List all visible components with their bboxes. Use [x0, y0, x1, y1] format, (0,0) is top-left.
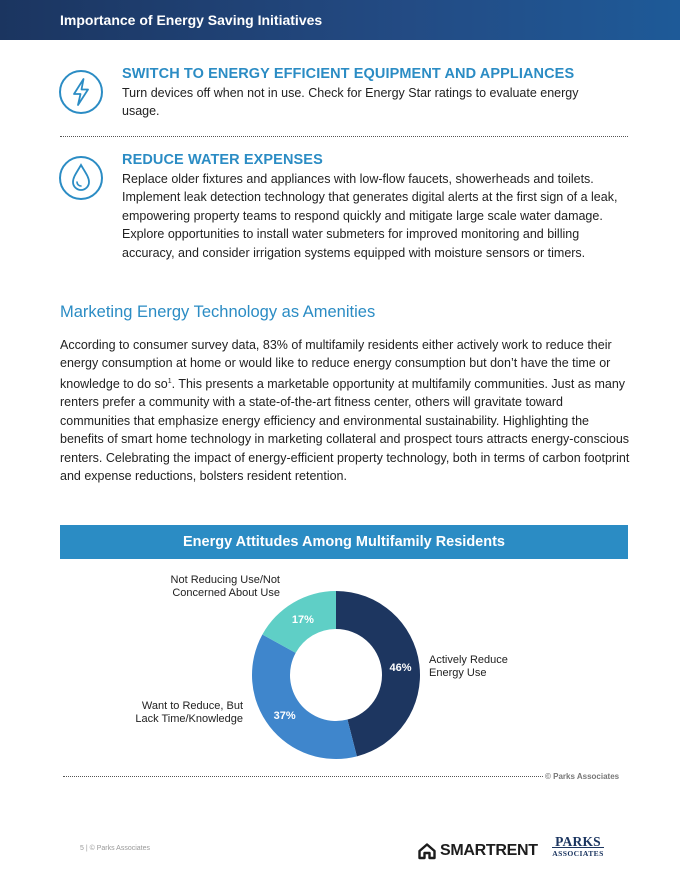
section-heading-water: REDUCE WATER EXPENSES [122, 152, 323, 168]
parks-logo-line1: PARKS [555, 834, 601, 849]
marketing-paragraph [60, 336, 630, 485]
chart-divider [63, 776, 543, 777]
label-not-reducing: Not Reducing Use/Not Concerned About Use [170, 574, 280, 599]
page-header [0, 0, 680, 40]
marketing-heading: Marketing Energy Technology as Amenities [60, 303, 376, 321]
parks-logo-line2: ASSOCIATES [552, 849, 604, 858]
donut-value-label-0: 46% [389, 661, 412, 674]
label-want-to-reduce: Want to Reduce, But Lack Time/Knowledge [135, 700, 243, 725]
smartrent-logo-text: SMARTRENT [440, 842, 538, 859]
section-heading-equipment: SWITCH TO ENERGY EFFICIENT EQUIPMENT AND APPLIANCES [122, 66, 575, 82]
parks-associates-logo [552, 836, 604, 859]
donut-value-label-1: 37% [273, 709, 296, 722]
footnote-ref[interactable]: 1 [167, 377, 172, 385]
section-body-water: Replace older fixtures and appliances with low-flow faucets, showerheads and toilets. Implement leak detection technology that generates digital alerts at the first sign of a leak, empowering property teams to respond quickly and mitigate large scale water damage. Explore opportunities to install water submeters for improved monitoring and billing accuracy, and consider irrigation systems equipped with moisture sensors or timers. [122, 172, 618, 260]
donut-slice-1 [252, 635, 357, 759]
label-actively-reduce: Actively Reduce Energy Use [429, 654, 508, 679]
donut-value-label-2: 17% [291, 614, 314, 627]
marketing-paragraph-part1: According to consumer survey data, 83% of multifamily residents either actively work to reduce their energy consumption at home or would like to reduce energy consumption but don’t have the time or knowledge to do so [60, 338, 612, 391]
smartrent-logo [418, 838, 538, 862]
chart-source: © Parks Associates [545, 772, 620, 781]
lightning-icon [59, 70, 103, 114]
chart-title: Energy Attitudes Among Multifamily Residents [60, 525, 628, 559]
marketing-paragraph-part2: . This presents a marketable opportunity at multifamily communities. Just as many renters prefer a community with a state-of-the-art fitness center, others will gravitate toward communities that emphasize energy efficiency and environmental sustainability. Highlighting the benefits of smart home technology in marketing collateral and prospect tours attracts energy-conscious renters. Celebrating the impact of energy-efficient property technology, both in terms of carbon footprint and expense reductions, bolsters resident retention. [60, 376, 630, 483]
water-drop-icon [59, 156, 103, 200]
header-title: Importance of Energy Saving Initiatives [60, 12, 323, 28]
section-body-equipment: Turn devices off when not in use. Check for Energy Star ratings to evaluate energy usage. [122, 86, 579, 119]
page-number: 5 | © Parks Associates [80, 845, 151, 852]
house-icon [418, 842, 436, 860]
donut-chart [0, 560, 680, 770]
divider [60, 136, 628, 137]
